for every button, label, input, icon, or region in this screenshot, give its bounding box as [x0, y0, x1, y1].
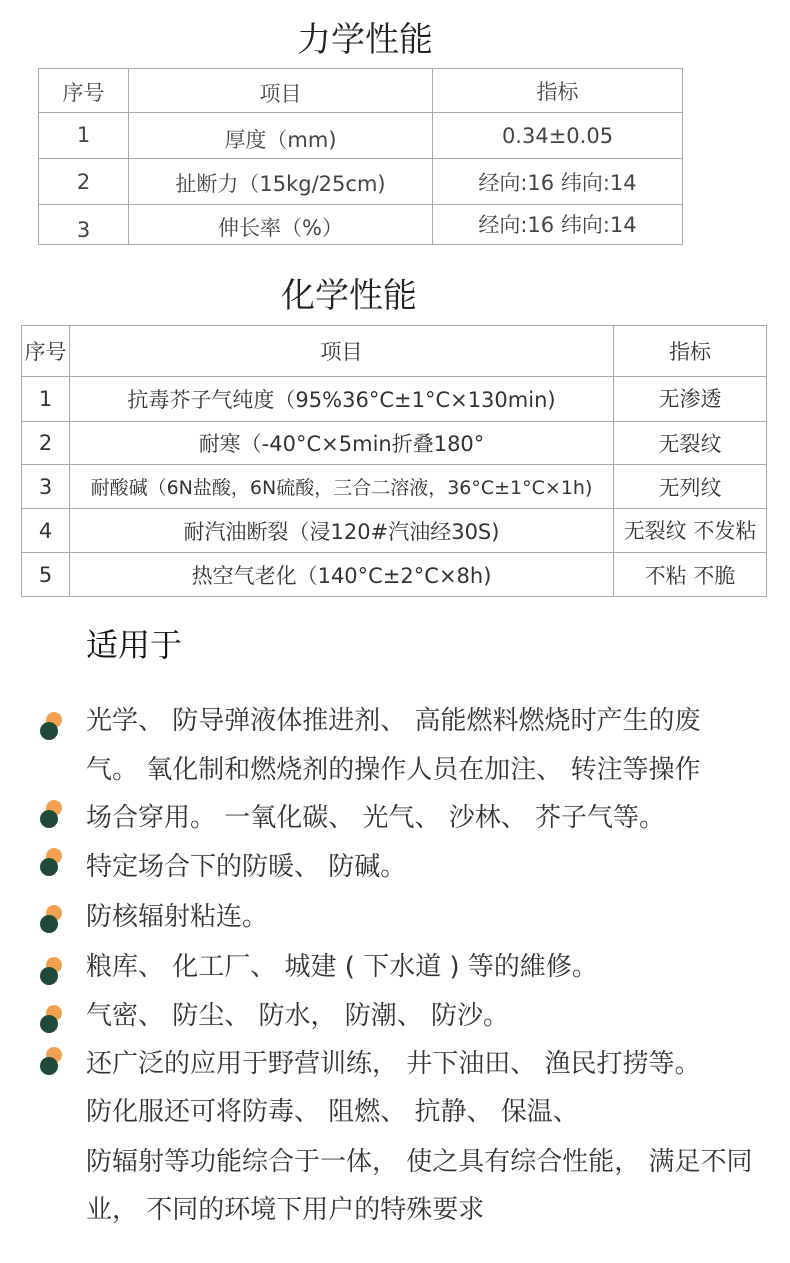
row-value: 经向:16 纬向:14: [433, 205, 683, 245]
table-row: [22, 465, 767, 509]
header-value: 指标: [614, 326, 767, 377]
header-value: 指标: [433, 69, 683, 113]
list-item-line: 防核辐射粘连。: [86, 902, 269, 932]
list-item-line: 防辐射等功能综合于一体， 使之具有综合性能， 满足不同: [86, 1147, 753, 1177]
row-item: 扯断力（15kg/25cm): [129, 159, 433, 205]
list-item-line: 气。 氧化制和燃烧剂的操作人员在加注、 转注等操作: [86, 755, 701, 785]
table-row: [22, 422, 767, 465]
header-item: 项目: [70, 326, 614, 377]
row-value: 0.34±0.05: [433, 113, 683, 159]
list-item-line: 气密、 防尘、 防水， 防潮、 防沙。: [86, 1001, 510, 1031]
bullet-dot-icon: [40, 800, 68, 830]
row-value: 无裂纹 不发粘: [614, 509, 767, 553]
header-no: 序号: [22, 326, 70, 377]
list-item-line: 粮库、 化工厂、 城建 ( 下水道 ) 等的維修。: [86, 952, 598, 982]
row-value: 无列纹: [614, 465, 767, 509]
table-row: [39, 113, 683, 159]
row-no: 4: [22, 509, 70, 553]
row-value: 经向:16 纬向:14: [433, 159, 683, 205]
bullet-dot-icon: [40, 905, 68, 935]
row-no: 2: [39, 159, 129, 205]
list-item-line: 特定场合下的防暖、 防碱。: [86, 852, 407, 882]
header-item: 项目: [129, 69, 433, 113]
list-item-line: 业， 不同的环境下用户的特殊要求: [86, 1195, 485, 1225]
row-value: 无裂纹: [614, 422, 767, 465]
row-item: 耐汽油断裂（浸120#汽油经30S): [70, 509, 614, 553]
list-item-line: 场合穿用。 一氧化碳、 光气、 沙林、 芥子气等。: [86, 803, 666, 833]
row-item: 耐寒（-40°C×5min折叠180°: [70, 422, 614, 465]
row-item: 厚度（mm): [129, 113, 433, 159]
row-no: 5: [22, 553, 70, 597]
list-item-line: 还广泛的应用于野营训练， 井下油田、 渔民打捞等。: [86, 1049, 701, 1079]
table-row: [22, 553, 767, 597]
chemical-title: 化学性能: [281, 276, 417, 316]
row-no: 3: [22, 465, 70, 509]
applies-title: 适用于: [86, 626, 183, 664]
bullet-dot-icon: [40, 1047, 68, 1077]
row-value: 不粘 不脆: [614, 553, 767, 597]
bullet-dot-icon: [40, 957, 68, 987]
bullet-dot-icon: [40, 712, 68, 742]
table-header-row: [22, 326, 767, 377]
row-item: 抗毒芥子气纯度（95%36°C±1°C×130min): [70, 377, 614, 422]
bullet-dot-icon: [40, 848, 68, 878]
row-item: 热空气老化（140°C±2°C×8h): [70, 553, 614, 597]
mechanical-table: [38, 68, 683, 245]
chemical-table: [21, 325, 767, 597]
list-item-line: 防化服还可将防毒、 阻燃、 抗静、 保温、: [86, 1097, 579, 1127]
row-no: 1: [22, 377, 70, 422]
table-row: [39, 159, 683, 205]
row-no: 2: [22, 422, 70, 465]
mechanical-title: 力学性能: [297, 20, 433, 60]
row-item: 耐酸碱（6N盐酸，6N硫酸，三合二溶液，36°C±1°C×1h): [70, 465, 614, 509]
row-item: 伸长率（%）: [129, 205, 433, 245]
list-item-line: 光学、 防导弹液体推进剂、 高能燃料燃烧时产生的废: [86, 706, 701, 736]
row-value: 无渗透: [614, 377, 767, 422]
header-no: 序号: [39, 69, 129, 113]
table-row: [22, 377, 767, 422]
table-row: [22, 509, 767, 553]
bullet-dot-icon: [40, 1005, 68, 1035]
table-row: [39, 205, 683, 245]
row-no: 3: [39, 205, 129, 245]
table-header-row: [39, 69, 683, 113]
row-no: 1: [39, 113, 129, 159]
